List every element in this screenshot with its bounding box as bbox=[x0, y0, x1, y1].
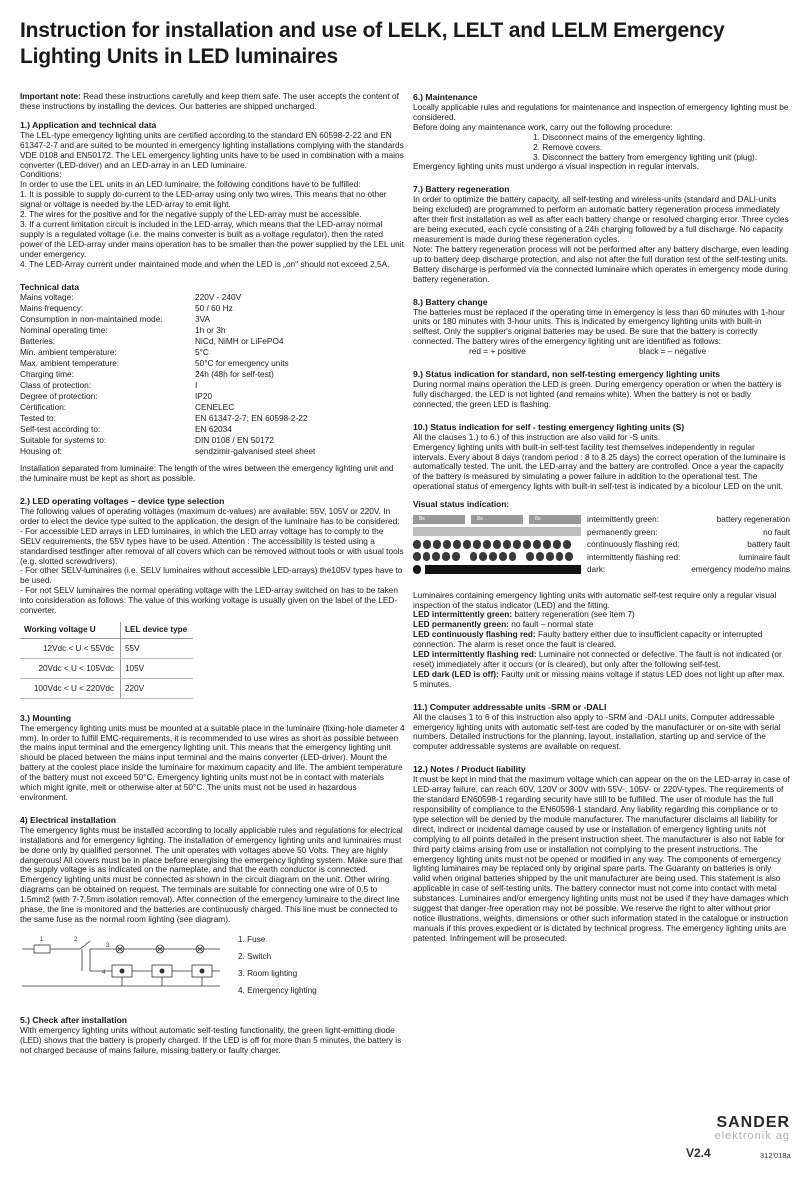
section-heading: 1.) Application and technical data bbox=[20, 119, 157, 130]
condition-item: 4. The LED-Array current under maintained mode and when the LED is „on" should not exceed 2,5A. bbox=[20, 258, 390, 269]
led-flash-dot bbox=[503, 540, 511, 549]
tech-label: Suitable for systems to: bbox=[20, 434, 107, 445]
led-state-label: LED intermittently green: bbox=[413, 609, 513, 620]
voltage-table-header: Working voltage U bbox=[20, 622, 121, 638]
led-flash-dot bbox=[423, 540, 431, 549]
condition-item: 2. The wires for the positive and for the negative supply of the LED-array must be accessible. bbox=[20, 209, 362, 220]
led-flash-dot bbox=[413, 552, 421, 561]
table-row bbox=[20, 678, 193, 698]
section-operating-voltages bbox=[20, 496, 405, 699]
led-flash-dot bbox=[473, 540, 481, 549]
section-body: The batteries must be replaced if the operating time in emergency is less than 60 minutes with 1-hour units or 180 minutes with 3-hour units. This is indicated by emergency lighting units with built-in selftest. Only the supplier's original batteries may be used. Be sure that the battery is correctly connected. The battery wires of the emergency lighting unit are identified as follows: bbox=[413, 306, 785, 347]
led-flash-dot bbox=[533, 540, 541, 549]
led-flash-dot bbox=[433, 540, 441, 549]
section-heading: 8.) Battery change bbox=[413, 296, 488, 307]
status-meaning: battery regeneration bbox=[716, 515, 790, 525]
tech-value: 24h (48h for self-test) bbox=[195, 368, 274, 379]
section-note: Note: The battery regeneration process will not be performed after any battery discharge, even leading up to battery deep discharge protection, and also not after the full duration test of the self-testing units. Battery discharge is performed via the connected luminaire which operates in emergency mode during battery regeneration. bbox=[413, 243, 789, 284]
tech-label: Charging time: bbox=[20, 368, 74, 379]
status-row bbox=[587, 564, 790, 577]
section-status-self-testing bbox=[413, 422, 790, 690]
section-body: All the clauses 1 to 6 of this instruction also apply to -SRM and -DALI units, Computer addressable emergency lighting units with automatic self-test are coded by the manufacturer or on-site with serial numbers. Detailed instructions for the planning, layout, installation, starting up and service of the computer addressable systems are available on request. bbox=[413, 711, 781, 752]
pattern-dark bbox=[413, 564, 581, 575]
status-name: continuously flashing red: bbox=[587, 540, 680, 550]
red-wire: red = + positive bbox=[469, 346, 526, 357]
tech-label: Min. ambient temperature: bbox=[20, 346, 117, 357]
section-heading: 4) Electrical installation bbox=[20, 814, 116, 825]
technical-data-table bbox=[20, 293, 405, 457]
diagram-label: 4 bbox=[102, 969, 106, 976]
status-row bbox=[587, 552, 790, 565]
page-title: Instruction for installation and use of LELK, LELT and LELM Emergency Lighting Units in LED luminaires bbox=[20, 19, 725, 68]
tech-value: 220V - 240V bbox=[195, 291, 242, 302]
brand-name: SANDER bbox=[716, 1114, 790, 1131]
conditions-intro: In order to use the LEL units in an LED luminaire, the following conditions have to be fulfilled: bbox=[20, 179, 361, 190]
led-state-label: LED continuously flashing red: bbox=[413, 629, 536, 640]
led-flash-dot bbox=[489, 552, 497, 561]
tech-label: Batteries: bbox=[20, 335, 56, 346]
section-body: Before doing any maintenance work, carry out the following procedure: bbox=[413, 121, 673, 132]
section-electrical-installation bbox=[20, 815, 405, 999]
legend-item: 1. Fuse bbox=[238, 934, 266, 944]
led-flash-dot bbox=[499, 552, 507, 561]
document-code: 312'018a bbox=[760, 1151, 791, 1160]
tech-label: Degree of protection: bbox=[20, 390, 98, 401]
section-heading: 9.) Status indication for standard, non self-testing emergency lighting units bbox=[413, 369, 721, 380]
table-cell: 220V bbox=[121, 678, 194, 698]
section-heading: Technical data bbox=[20, 281, 80, 292]
brand-logo bbox=[715, 1115, 790, 1142]
section-body: Locally applicable rules and regulations for maintenance and inspection of emergency lighting must be considered. bbox=[413, 102, 789, 122]
section-check-after-installation bbox=[20, 1015, 405, 1056]
section-maintenance bbox=[413, 92, 790, 172]
section-heading: 12.) Notes / Product liability bbox=[413, 764, 526, 775]
led-flash-dot bbox=[483, 540, 491, 549]
diagram-label: 3 bbox=[106, 942, 110, 949]
circuit-diagram bbox=[20, 931, 230, 999]
conditions-label: Conditions: bbox=[20, 169, 62, 180]
fuse-symbol bbox=[34, 945, 50, 953]
section-battery-change bbox=[413, 297, 790, 358]
led-state-text: no fault – normal state bbox=[511, 619, 594, 630]
section-technical-data bbox=[20, 282, 405, 485]
section-body: In order to optimize the battery capacity, all self-testing and wireless-units (standard and DALI-units being excluded) are programmed to perform an automatic battery regeneration process immediately after their first installation as well as after each battery change or resolved charging error. Three cycles are being executed, each cycle consisting of a 24h charging followed by a full discharge. No capacity measurement is made during these regeneration cycles. bbox=[413, 194, 789, 244]
led-state-text: Faulty battery either due to insufficient capacity or interrupted connection. The alarm is reset once the fault is cleared. bbox=[413, 629, 763, 650]
tech-value: IP20 bbox=[195, 390, 213, 401]
section-body: Emergency lighting units with built-in self-test facility test themselves independently in regular intervals. Every about 8 days (random period : 8 to 8.25 days) the correct operation of the luminaire is automatically tested. The unit, the LED-array and the battery are controlled. Once a year the capacity of the battery is measured by simulating a power failure in addition to the operational test. The operational status of emergency lights with built-in self-test is indicated by a bicolour LED on the unit. bbox=[413, 441, 786, 492]
led-flash-dot bbox=[423, 552, 431, 561]
status-meaning: emergency mode/no mains bbox=[691, 565, 790, 575]
section-computer-addressable bbox=[413, 702, 790, 753]
tech-label: Self-test according to: bbox=[20, 423, 101, 434]
led-flash-dot bbox=[513, 540, 521, 549]
tech-value: 5°C bbox=[195, 346, 209, 357]
condition-item: 1. It is possible to supply do-current to the LED-array using only two wires. This means that no other signal or voltage is needed by the LED-array to emit light. bbox=[20, 189, 387, 210]
led-flash-dot bbox=[493, 540, 501, 549]
section-status-standard bbox=[413, 369, 790, 410]
visual-status-title: Visual status indication: bbox=[413, 499, 510, 510]
diagram-label: 1 bbox=[40, 936, 44, 943]
table-cell: 20Vdc < U < 105Vdc bbox=[20, 658, 121, 678]
black-wire: black = – negative bbox=[639, 346, 707, 357]
right-column bbox=[413, 92, 790, 952]
important-note-text: Read these instructions carefully and keep them safe. The user accepts the content of these instructions by installing the devices. Our batteries are shipped uncharged. bbox=[20, 91, 399, 111]
led-flash-dot bbox=[536, 552, 544, 561]
table-row bbox=[20, 658, 193, 678]
led-flash-dot bbox=[565, 552, 573, 561]
tech-value: EN 61347-2-7; EN 60598-2-22 bbox=[195, 412, 308, 423]
legend-item: 4. Emergency lighting bbox=[238, 985, 317, 995]
section-body: It must be kept in mind that the maximum voltage which can appear on the on the LED-array in case of LED-array failure, can reach 60V, 120V or 300V with 55V-, 105V- or 220V-types. The requirements of the standard EN60598-1 regarding security have still to be fulfilled. The user of module has the full responsibility of compliance to the EN60598-1 standard. Any liability regarding this compliance or to type selection will be denied by the module manufacturer. The manufacturer disclaims all liability for direct, indirect or incidental damage caused by use or installation of emergency lighting units not complying to all points detailed in the present instruction sheet. The manufacturer is also not liable for third party claims arising from use or installation not complying to the present instructions. The emergency lighting units must not be opened or modified in any way. The components of emergency lighting luminaires may be replaced only by original spare parts. The Guaranty on batteries is only valid when original batteries shipped by the unit manufacturer are being used. This statement is also applicable in case of self-testing units. The battery connector must not come into contact with metal substances. Luminaires and/or emergency lighting units must not be used if they have damages which suggest that danger-free operation may not be possible. We reserve the right to alter without prior notice illustrations, weights, dimensions or other such information stated in the catalogue or instruction manuals if this proves expedient or is dictated by technical progress. The emergency lighting units are patented. Infringement will be prosecuted. bbox=[413, 774, 790, 943]
section-body: The LEL-type emergency lighting units are certified according to the standard EN 60598-2-22 and EN 61347-2-7 and are suited to be mounted in emergency lighting installations complying with the standards VDE 0108 and EN50172. The LEL emergency lighting units have to be used in combination with a mains converter (LED-driver) and an LED-array in an LED luminaire. bbox=[20, 129, 404, 170]
tech-label: Tested to: bbox=[20, 412, 56, 423]
led-flash-dot bbox=[452, 552, 460, 561]
tech-value: I bbox=[195, 379, 198, 390]
pattern-intermittent-red bbox=[413, 552, 581, 563]
led-state-text: Faulty unit or missing mains voltage if status LED does not light up after max. 5 minutes. bbox=[413, 668, 785, 689]
tech-value: EN 62034 bbox=[195, 423, 232, 434]
status-meaning: luminaire fault bbox=[739, 552, 790, 562]
table-cell: 12Vdc < U < 55Vdc bbox=[20, 638, 121, 658]
tech-value: sendzimir-galvanised steel sheet bbox=[195, 445, 316, 456]
led-flash-dot bbox=[432, 552, 440, 561]
section-body: The following values of operating voltages (maximum dc-values) are available: 55V, 105V or 220V. In order to elect the device type suited to the application, the design of the luminaire has to be considered: bbox=[20, 506, 400, 526]
led-state-text: battery regeneration (see item 7) bbox=[514, 609, 635, 620]
condition-item: 3. If a current limitation circuit is included in the LED-array, which means that the LED-array normal supply is a regulated voltage (i.e. the mains converter is built as a voltage regulator), then the rated power of the LED-array under mains operation has to be smaller than the power supplied by the LEL unit under emergency. bbox=[20, 218, 404, 259]
seg-label: 8s bbox=[477, 515, 483, 522]
led-flash-dot bbox=[563, 540, 571, 549]
voltage-table bbox=[20, 622, 193, 699]
status-row bbox=[587, 539, 790, 552]
led-flash-dot bbox=[453, 540, 461, 549]
section-mounting bbox=[20, 713, 405, 803]
tech-value: 1h or 3h bbox=[195, 324, 226, 335]
tech-label: Certification: bbox=[20, 401, 67, 412]
status-legend bbox=[587, 514, 790, 577]
tech-label: Consumption in non-maintained mode: bbox=[20, 313, 163, 324]
bullet-item: - For not SELV luminaires the normal operating voltage with the LED-array switched on has to be taken into consideration as follows: The value of this working voltage is usually given on the label of the LED-converter. bbox=[20, 585, 399, 616]
tech-value: 50 / 60 Hz bbox=[195, 302, 233, 313]
status-name: intermittently green: bbox=[587, 515, 659, 525]
pattern-continuous-red bbox=[413, 539, 581, 550]
important-note-label: Important note: bbox=[20, 91, 81, 101]
led-flash-dot bbox=[546, 552, 554, 561]
led-flash-dot bbox=[543, 540, 551, 549]
status-name: intermittently flashing red: bbox=[587, 552, 681, 562]
section-body: During normal mains operation the LED is green. During emergency operation or when the battery is fully discharged, the LED is not lighted (and remains white). When the battery is not or badly connected, the green LED is flashing. bbox=[413, 379, 782, 409]
section-heading: 3.) Mounting bbox=[20, 712, 72, 723]
led-state-label: LED intermittently flashing red: bbox=[413, 649, 537, 660]
wire-colors bbox=[413, 347, 790, 357]
led-flash-dot bbox=[526, 552, 534, 561]
section-body: All the clauses 1.) to 6.) of this instruction are also valid for -S units. bbox=[413, 431, 661, 442]
led-flash-dot bbox=[443, 540, 451, 549]
left-column bbox=[20, 92, 405, 1064]
section-product-liability bbox=[413, 764, 790, 943]
status-row bbox=[587, 527, 790, 540]
visual-status-indication bbox=[413, 514, 790, 577]
led-flash-dot bbox=[509, 552, 517, 561]
led-flash-dot bbox=[523, 540, 531, 549]
led-flash-dot bbox=[553, 540, 561, 549]
table-row bbox=[20, 638, 193, 658]
voltage-table-header: LEL device type bbox=[121, 622, 194, 638]
wiring-diagram bbox=[20, 931, 405, 999]
legend-item: 3. Room lighting bbox=[238, 968, 298, 978]
section-battery-regeneration bbox=[413, 184, 790, 284]
tech-value: CENELEC bbox=[195, 401, 235, 412]
section-body: Emergency lighting units must undergo a visual inspection in regular intervals. bbox=[413, 161, 699, 172]
legend-item: 2. Switch bbox=[238, 951, 272, 961]
tech-value: 50°C for emergency units bbox=[195, 357, 289, 368]
section-heading: 11.) Computer addressable units -SRM or -DALI bbox=[413, 701, 607, 712]
led-state-label: LED dark (LED is off): bbox=[413, 668, 499, 679]
tech-value: DIN 0108 / EN 50172 bbox=[195, 434, 274, 445]
tech-label: Max. ambient temperature: bbox=[20, 357, 120, 368]
tech-label: Nominal operating time: bbox=[20, 324, 108, 335]
led-flash-dot bbox=[556, 552, 564, 561]
tech-label: Mains frequency: bbox=[20, 302, 84, 313]
section-heading: 7.) Battery regeneration bbox=[413, 184, 510, 195]
section-heading: 5.) Check after installation bbox=[20, 1014, 127, 1025]
section-body: Luminaires containing emergency lighting units with automatic self-test require only a regular visual inspection of the status indicator (LED) and the fitting. bbox=[413, 589, 777, 610]
version-number: V2.4 bbox=[686, 1146, 711, 1160]
led-state-text: Luminaire not connected or defective. The fault is not indicated (or reset) immediately after it occurs (or is cleared), but only after the following self-test. bbox=[413, 649, 782, 669]
led-flash-dot bbox=[479, 552, 487, 561]
section-heading: 2.) LED operating voltages – device type selection bbox=[20, 496, 225, 507]
led-flash-dot bbox=[470, 552, 478, 561]
pattern-permanent-green bbox=[413, 527, 581, 538]
procedure-step: 2. Remove covers. bbox=[533, 141, 603, 152]
section-application bbox=[20, 120, 405, 270]
seg-label: 8s bbox=[419, 515, 425, 522]
section-heading: 10.) Status indication for self - testing emergency lighting units (S) bbox=[413, 421, 685, 432]
tech-label: Mains voltage: bbox=[20, 291, 74, 302]
status-name: dark: bbox=[587, 565, 606, 575]
brand-subtitle: elektronik ag bbox=[714, 1130, 790, 1142]
led-flash-dot bbox=[442, 552, 450, 561]
section-heading: 6.) Maintenance bbox=[413, 92, 478, 102]
seg-label: 8s bbox=[535, 515, 541, 522]
led-state-label: LED permanently green: bbox=[413, 619, 509, 630]
procedure-step: 1. Disconnect mains of the emergency lighting. bbox=[533, 131, 706, 142]
procedure-step: 3. Disconnect the battery from emergency lighting unit (plug). bbox=[533, 151, 758, 162]
status-meaning: no fault bbox=[763, 527, 790, 537]
tech-value: 3VA bbox=[195, 313, 211, 324]
diagram-label: 2 bbox=[74, 936, 78, 943]
table-cell: 105V bbox=[121, 658, 194, 678]
diagram-legend bbox=[238, 931, 317, 999]
bullet-item: - For other SELV-luminaires (i.e. SELV luminaires without accessible LED-arrays) the105V types have to be used. bbox=[20, 565, 403, 586]
tech-value: NiCd, NiMH or LiFePO4 bbox=[195, 335, 284, 346]
bullet-item: - For accessible LED arrays in LED luminaires, in which the LED array voltage has to comply to the SELV requirements, the 55V types have to be used. Attention : The accessibility is tested using a standardised testfinger after removal of all covers which can be removed without tools or with usual tools (e.g. slotted screwdrivers). bbox=[20, 525, 404, 566]
status-meaning: battery fault bbox=[747, 540, 790, 550]
led-flash-dot bbox=[463, 540, 471, 549]
section-body: The emergency lighting units must be mounted at a suitable place in the luminaire (fixing-hole diameter 4 mm). In order to fulfill EMC-requirements, it is recommended to use wires as short as possible between the mains input terminal and the emergency lighting unit. This means that the emergency lighting unit should be placed between the mains input terminal and the mains converter (LED-driver). Mount the battery at the coolest place inside the luminaire for maximum capacity and life. The ambient temperature of the battery must not exceed 50°C. Emergency lighting units must not be in contact with materials which might ignite, melt or otherwise alter at 50°C. The units must not be used in hazardous environment. bbox=[20, 722, 405, 802]
section-body: The emergency lights must be installed according to locally applicable rules and regulations for electrical installations and for emergency lighting. The installation of emergency lighting units and luminaires must be done only by qualified personnel. The unit operates with voltages above 50 Volts. They are highly dangerous! All covers must be in place before energising the emergency lighting system. Make sure that the supply voltage is as indicated on the nameplate, and that the earth conductor is connected. Emergency lighting units must be connected as shown in the circuit diagram on the unit. Other wiring diagrams can be obtained on request. The terminals are suitable for connecting one wire of 0.5 to 1.5mm2 (with 7-7.5mm isolation removal). After connection of the emergency luminaire to the direct line phase, the line is monitored and the batteries are continuously charged. This line must be connected to the same fuse as the normal room lighting (see diagram). bbox=[20, 824, 403, 925]
pattern-intermittent-green bbox=[413, 514, 581, 525]
section-body: With emergency lighting units without automatic self-testing functionality, the green light-emitting diode (LED) shows that the battery is properly charged. If the LED is off for more than 5 minutes, the battery is not charged because of mains failure, missing battery or faulty charger. bbox=[20, 1024, 402, 1055]
table-cell: 55V bbox=[121, 638, 194, 658]
status-row bbox=[587, 514, 790, 527]
tech-label: Class of protection: bbox=[20, 379, 92, 390]
status-patterns bbox=[413, 514, 581, 577]
installation-note: Installation separated from luminaire: The length of the wires between the emergency lighting unit and the luminaire must be kept as short as possible. bbox=[20, 463, 394, 484]
status-name: permanently green: bbox=[587, 527, 658, 537]
table-cell: 100Vdc < U < 220Vdc bbox=[20, 678, 121, 698]
important-note bbox=[20, 92, 405, 112]
led-flash-dot bbox=[413, 540, 421, 549]
tech-label: Housing of: bbox=[20, 445, 62, 456]
